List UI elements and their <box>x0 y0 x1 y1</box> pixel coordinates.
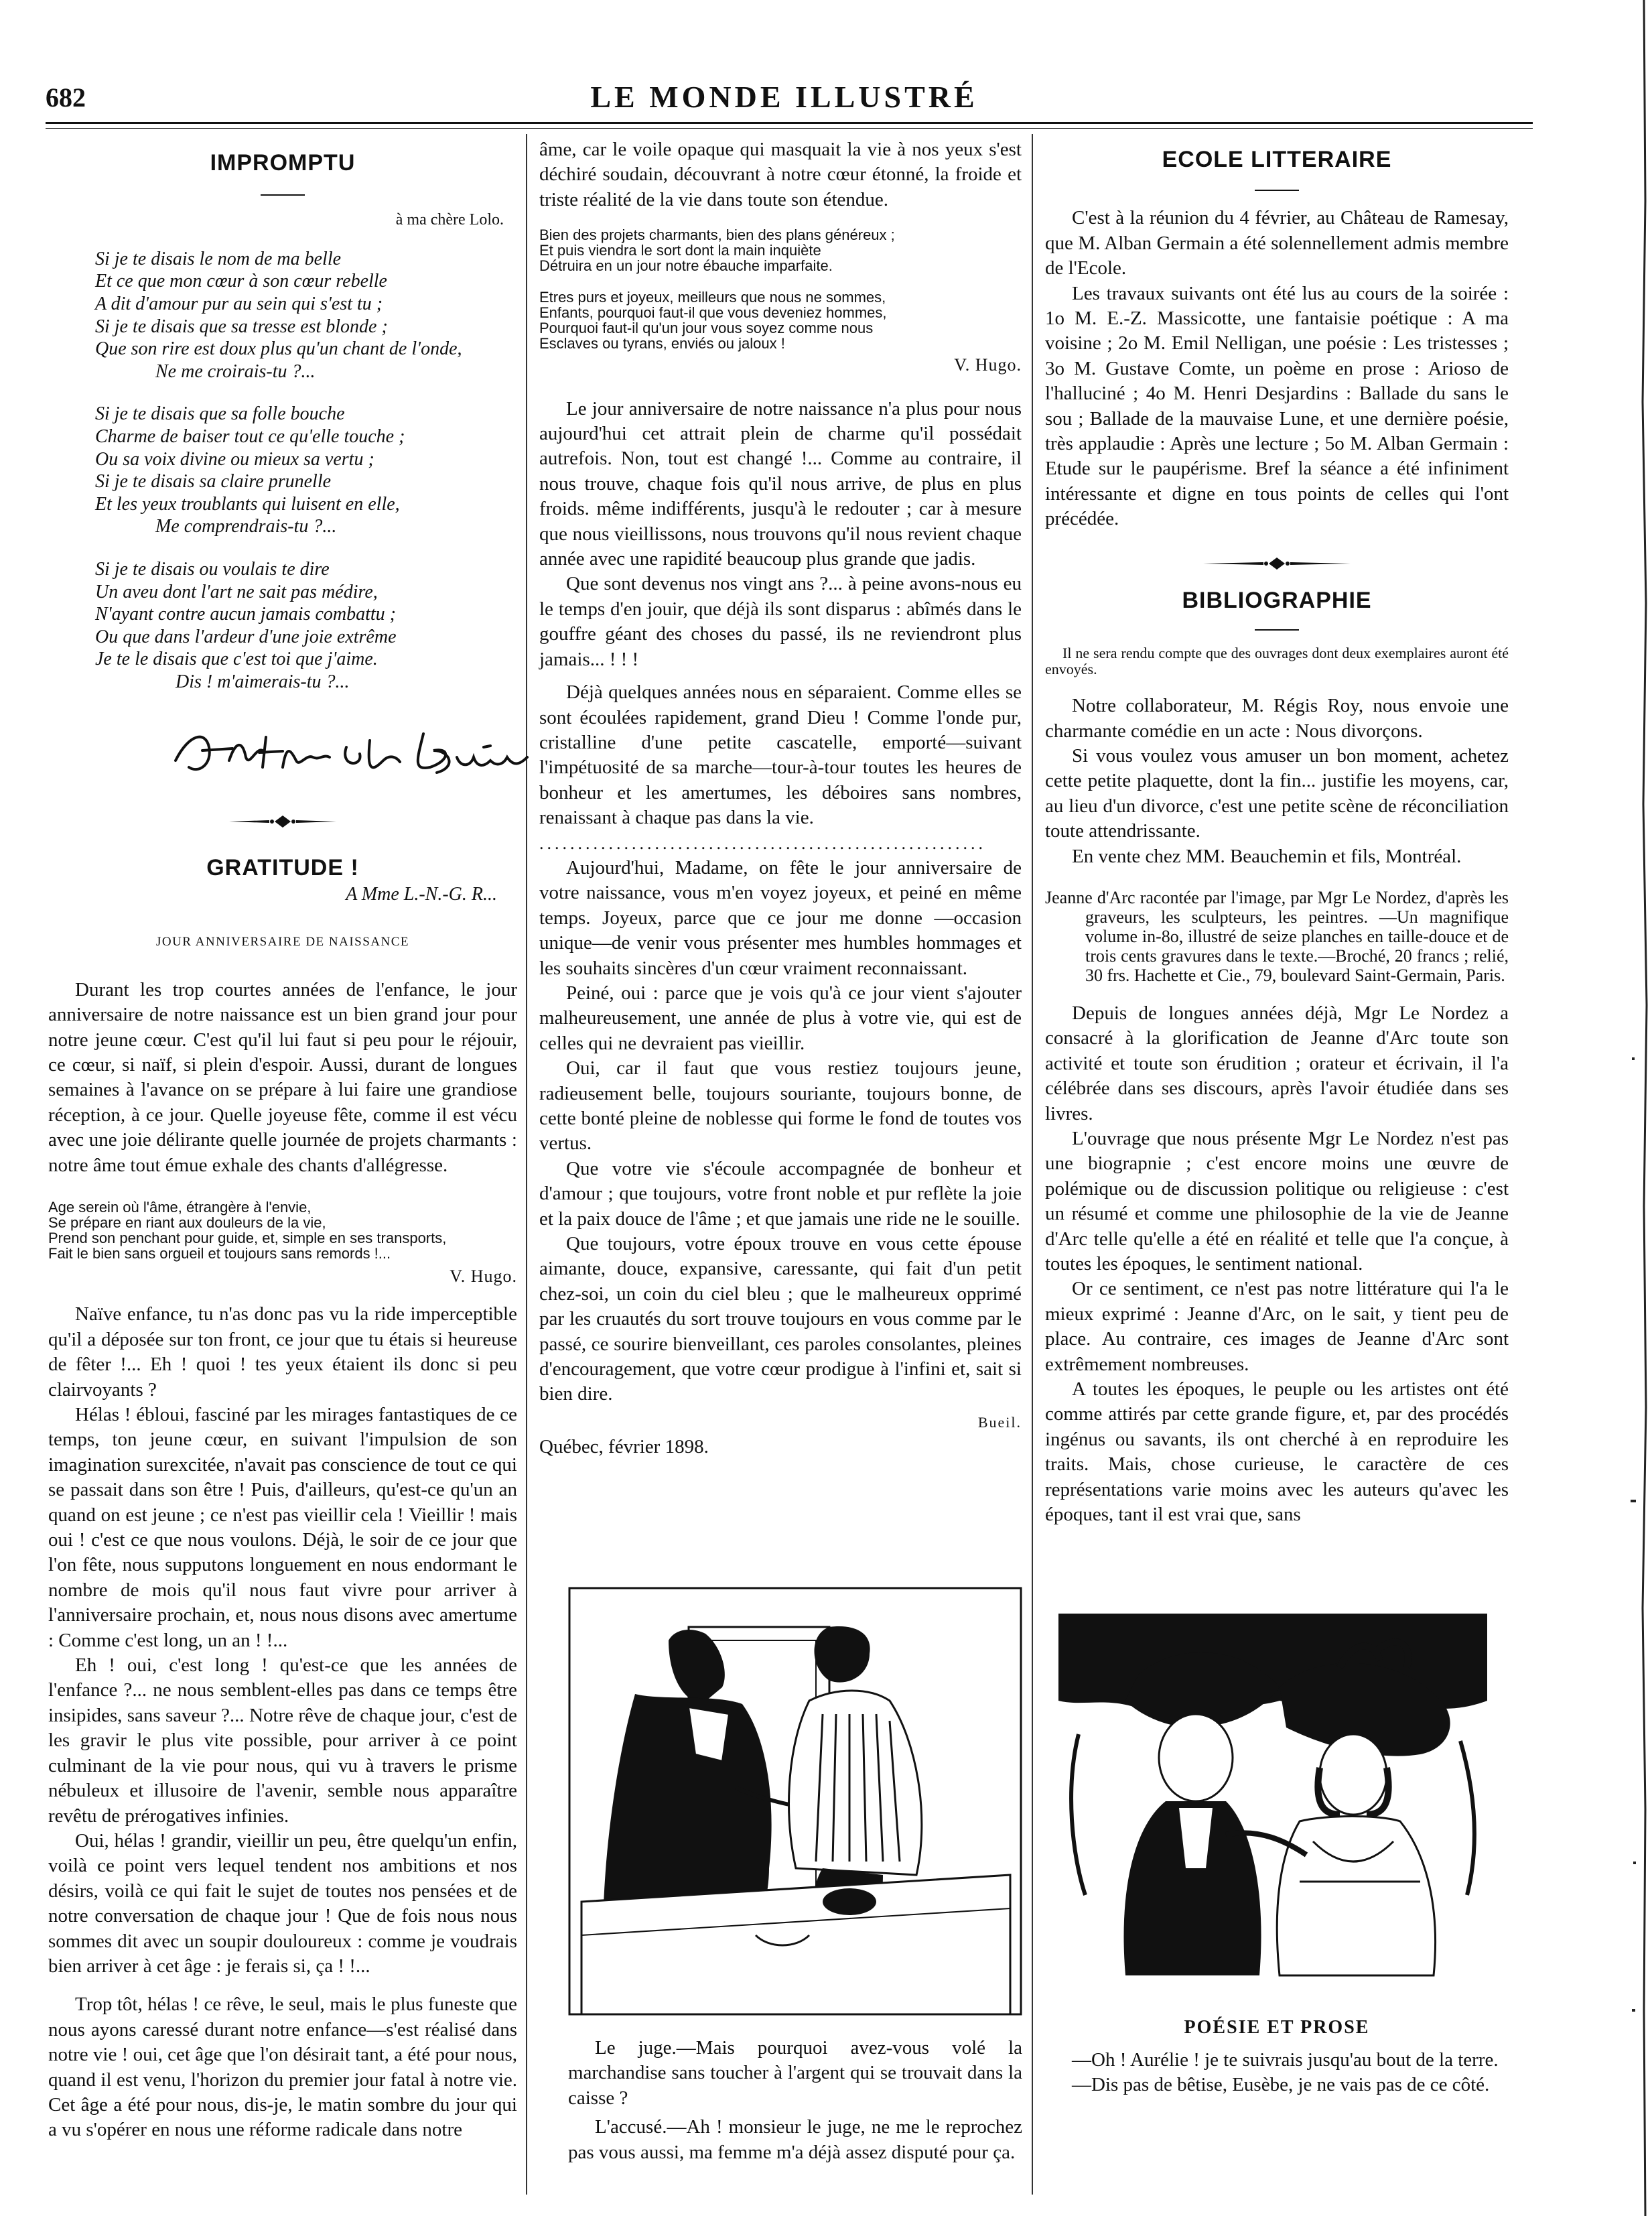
verse-line: Charme de baiser tout ce qu'elle touche ; <box>95 426 405 447</box>
quote-line: Bien des projets charmants, bien des plans généreux ; <box>539 226 895 244</box>
handwritten-signature <box>169 720 544 781</box>
page-edge-bleed <box>1619 0 1652 2216</box>
ornament-divider <box>229 814 336 829</box>
verse-line: Ou que dans l'ardeur d'une joie extrême <box>95 626 397 647</box>
header-rule-thin <box>46 128 1533 129</box>
paragraph: Aujourd'hui, Madame, on fête le jour anniversaire de votre naissance, vous m'en voyez joyeux, et peiné en même temps. Joyeux, parce que ce jour me donne —occasion unique—de venir vous présenter mes humbles hommages et les souhaits sincères d'un cœur vraiment reconnaissant. <box>539 856 1022 979</box>
quote-line: Age serein où l'âme, étrangère à l'envie, <box>48 1198 312 1216</box>
place-date: Québec, février 1898. <box>539 1436 709 1458</box>
verse-line: N'ayant contre aucun jamais combattu ; <box>95 604 396 625</box>
paragraph: Oui, hélas ! grandir, vieillir un peu, être quelqu'un enfin, voilà ce point vers lequel tendent nos ambitions et nos désirs, voilà ce qui fait le sujet de toutes nos pensées et de notre conversation de chaque jour ! Que de fois nous nous sommes dit avec un soupir douloureux : comme je voudrais bien arriver à cet âge : je ferais si, ça ! !... <box>48 1829 517 1977</box>
verse-line: Et les yeux troublants qui luisent en elle, <box>95 493 400 515</box>
hugo-quote-1 <box>48 1199 517 1261</box>
paragraph: Naïve enfance, tu n'as donc pas vu la ride imperceptible qu'il a déposée sur ton front, ce jour que tu étais si heureuse de fêter !... Eh ! quoi ! tes yeux étaient ils donc si peu clairvoyants ? <box>48 1303 517 1400</box>
poesie-body <box>1045 2048 1509 2098</box>
paragraph: A toutes les époques, le peuple ou les artistes ont été comme attirés par cette grande figure, et, par des procédés ingénus ou savants, ils ont cherché à en reproduire les traits. Mais, chose curieuse, le caractère de ces représentations varie moins avec les auteurs qu'avec les époques, tant il est vrai que, sans <box>1045 1378 1509 1526</box>
gratitude-title: GRATITUDE ! <box>206 854 359 881</box>
caption-line: Le juge.—Mais pourquoi avez-vous volé la marchandise sans toucher à l'argent qui se trouvait dans la caisse ? <box>568 2037 1022 2109</box>
quote-line: Détruira en un jour notre ébauche imparfaite. <box>539 257 833 275</box>
impromptu-title: IMPROMPTU <box>210 150 356 176</box>
column-divider <box>526 134 527 2195</box>
quote-line: Se prépare en riant aux douleurs de la vie, <box>48 1214 326 1231</box>
verse-line: Ou sa voix divine ou mieux sa vertu ; <box>95 448 374 470</box>
paragraph: Oui, car il faut que vous restiez toujours jeune, radieusement belle, toujours souriante, toujours bonne, de cette bonté pleine de noblesse qui forme le fond de toutes vos vertus. <box>539 1057 1022 1155</box>
impromptu-stanza-1 <box>48 248 517 383</box>
quote-line: Pourquoi faut-il qu'un jour vous soyez comme nous <box>539 320 874 337</box>
gratitude-subtitle: JOUR ANNIVERSAIRE DE NAISSANCE <box>155 935 410 950</box>
biblio-title: BIBLIOGRAPHIE <box>1182 587 1372 613</box>
article-author: Bueil. <box>977 1413 1022 1431</box>
quote-line: Prend son penchant pour guide, et, simple en ses transports, <box>48 1229 447 1246</box>
verse-line: Si je te disais sa claire prunelle <box>95 471 332 493</box>
quote-line: Et puis viendra le sort dont la main inquiète <box>539 242 821 259</box>
impromptu-stanza-3 <box>48 558 517 694</box>
paragraph: Le jour anniversaire de notre naissance n'a plus pour nous aujourd'hui cet attrait plein de charme qu'il possédait autrefois. Non, tout est changé !... Comme au contraire, il nous trouve, chaque fois qu'il nous arrive, de plus en plus froids. même indifférents, jusqu'à le redouter ; car à mesure que nous vieillissons, nous trouvons qu'il nous revient chaque année avec une rapidité beaucoup plus grande que jadis. <box>539 397 1022 570</box>
paragraph: Hélas ! ébloui, fasciné par les mirages fantastiques de ce temps, ton jeune cœur, en suivant l'impulsion de son imagination surexcitée, n'avait pas conscience de tout ce qui se passait dans son être ! Puis, d'ailleurs, qu'est-ce qu'un an quand on est jeune ; ce n'est pas vieillir cela ! Vieillir ! mais oui ! c'est ce que nous voulons. Déjà, le soir de ce jour que l'on fête, nous supputons longuement en nous endormant le nombre de mois qu'il nous faut vivre pour arriver à l'anniversaire prochain, et, nous nous disons avec amertume : Comme c'est long, un an ! !... <box>48 1404 517 1651</box>
paragraph: âme, car le voile opaque qui masquait la vie à nos yeux s'est déchiré soudain, découvrant à notre cœur étonné, la froide et triste réalité de la vie dans toute son étendue. <box>539 139 1022 210</box>
quote-author: V. Hugo. <box>450 1266 517 1286</box>
paragraph: Durant les trop courtes années de l'enfance, le jour anniversaire de notre naissance est un bien grand jour pour notre jeune cœur. C'est qu'il lui faut si peu pour le réjouir, ce cœur, si naïf, si plein d'espoir. Aussi, durant de longues semaines à l'avance on se prépare à lui faire une grandiose réception, à ce jour. Quelle joyeuse fête, comme il est vécu avec une joie délirante quelle journée de projets charmants : notre âme tout émue exhale des chants d'allégresse. <box>48 978 517 1176</box>
biblio-note: Il ne sera rendu compte que des ouvrages dont deux exemplaires auront été envoyés. <box>1045 645 1509 678</box>
poesie-title: POÉSIE ET PROSE <box>1184 2017 1370 2038</box>
quote-line: Enfants, pourquoi faut-il que vous deveniez hommes, <box>539 304 887 322</box>
header-rule <box>46 122 1533 124</box>
cartoon-illustration <box>568 1587 1022 2016</box>
verse-line: Je te le disais que c'est toi que j'aime. <box>95 649 378 670</box>
caption-line: L'accusé.—Ah ! monsieur le juge, ne me le reprochez pas vous aussi, ma femme m'a déjà assez disputé pour ça. <box>568 2116 1022 2163</box>
dialogue-line: —Dis pas de bêtise, Eusèbe, je ne vais pas de ce côté. <box>1072 2074 1490 2096</box>
verse-line: Que son rire est doux plus qu'un chant de l'onde, <box>95 338 462 360</box>
paragraph: L'ouvrage que nous présente Mgr Le Nordez n'est pas une biograpnie ; c'est encore moins une œuvre de polémique ou de discussion politique ou religieuse : c'est un résumé et comme une philosophie de la vie de Jeanne d'Arc telle qu'elle a été en réalité et telle que l'a conçue, à toutes les époques, le sentiment national. <box>1045 1127 1509 1275</box>
dotted-separator: .......................................................... <box>539 833 986 853</box>
page-number: 682 <box>46 82 86 113</box>
quote-line: Etres purs et joyeux, meilleurs que nous ne sommes, <box>539 289 886 306</box>
paragraph: En vente chez MM. Beauchemin et fils, Montréal. <box>1072 845 1462 867</box>
column-3 <box>1045 147 1509 1527</box>
paragraph: Si vous voulez vous amuser un bon moment, achetez cette petite plaquette, dont la fin... justifie les moyens, car, au lieu d'un divorce, c'est une petite scène de réconciliation toute attendrissante. <box>1045 744 1509 842</box>
verse-line: Si je te disais le nom de ma belle <box>95 248 342 269</box>
title-dash <box>1255 190 1299 191</box>
quote-line: Esclaves ou tyrans, enviés ou jaloux ! <box>539 335 785 352</box>
paragraph: Les travaux suivants ont été lus au cours de la soirée : 1o M. E.-Z. Massicotte, une fantaisie poétique : A ma voisine ; 2o M. Emil Nelligan, une poésie : Les tristesses ; 3o M. Gustave Comte, un poème en prose : Arioso de l'halluciné ; 4o M. Henri Desjardins : Ballade du sans le sou ; Ballade de la mauvaise Lune, et une dernière poésie, très applaudie : Après une lecture ; 5o M. Alban Germain : Etude sur le paupérisme. Bref la séance a été infiniment intéressante et digne en tous points de celles qui l'ont précédée. <box>1045 282 1509 530</box>
column-divider <box>1032 134 1033 2195</box>
quote-author: V. Hugo. <box>954 355 1022 375</box>
hugo-quote-2a <box>539 227 1022 273</box>
poesie-section <box>1045 2017 1509 2098</box>
paragraph: Notre collaborateur, M. Régis Roy, nous envoie une charmante comédie en un acte : Nous divorçons. <box>1045 695 1509 742</box>
paragraph: Déjà quelques années nous en séparaient. Comme elles se sont écoulées rapidement, grand Dieu ! Comme l'onde pur, cristalline d'une petite cascatelle, emporté—suivant l'impétuosité de sa marche—tour-à-tour toutes les heures de bonheur et les amertumes, les déboires sans nombres, renaissant à chaque pas dans la vie. <box>539 681 1022 829</box>
masthead: LE MONDE ILLUSTRÉ <box>590 80 978 114</box>
ecole-title: ECOLE LITTERAIRE <box>1162 147 1392 172</box>
gratitude-dedication: A Mme L.-N.-G. R... <box>346 883 497 905</box>
verse-line: Me comprendrais-tu ?... <box>155 516 337 537</box>
quote-line: Fait le bien sans orgueil et toujours sans remords !... <box>48 1244 391 1262</box>
paragraph: Que toujours, votre époux trouve en vous cette épouse aimante, douce, expansive, caressante, qui fait d'un petit chez-soi, un coin du ciel bleu ; que le malheureux opprimé par les cruautés du sort trouve toujours en vous comme par le passé, ce sourire bienveillant, ces paroles consolantes, pleines d'encouragement, que votre cœur prodigue à l'infini et, sait si bien dire. <box>539 1233 1022 1405</box>
verse-line: Dis ! m'aimerais-tu ?... <box>176 671 350 692</box>
paragraph: Or ce sentiment, ce n'est pas notre littérature qui l'a le mieux exprimé : Jeanne d'Arc, on le sait, y tient peu de place. Au contraire, ces images de Jeanne d'Arc sont extrêmement nombreuses. <box>1045 1278 1509 1375</box>
title-dash <box>1255 629 1299 631</box>
verse-line: Un aveu dont l'art ne sait pas médire, <box>95 581 378 602</box>
impromptu-stanza-2 <box>48 403 517 538</box>
book-entry: Jeanne d'Arc racontée par l'image, par Mgr Le Nordez, d'après les graveurs, les sculpteurs, les peintres. —Un magnifique volume in-8o, illustré de seize planches en taille-douce et de trois cents gravures dans le texte.—Broché, 20 francs ; relié, 30 frs. Hachette et Cie., 79, boulevard Saint-Germain, Paris. <box>1045 887 1509 985</box>
column-1 <box>48 151 517 2143</box>
paragraph: Trop tôt, hélas ! ce rêve, le seul, mais le plus funeste que nous ayons caressé durant notre enfance—s'est réalisé dans notre vie ! oui, cet âge que l'on désirait tant, a été pour nous, quand il est venu, l'horizon du premier jour fatal à notre vie. Cet âge a été pour nous, dis-je, le matin sombre du jour qui a vu s'opérer en nous une réforme radicale dans notre <box>48 1994 517 2141</box>
verse-line: A dit d'amour pur au sein qui s'est tu ; <box>95 294 383 314</box>
verse-line: Si je te disais ou voulais te dire <box>95 558 330 580</box>
verse-line: Si je te disais que sa folle bouche <box>95 403 345 425</box>
paragraph: Eh ! oui, c'est long ! qu'est-ce que les années de l'enfance ?... ne nous semblent-elles pas dans ce temps être insipides, sans saveur ?... Notre rêve de chaque jour, c'est de les gravir le plus vite possible, pour arriver à ce point culminant de la vie pour nous, qui vu à travers le prisme nébuleux et illusoire de l'avenir, semble nous apparaître revêtu de prérogatives infinies. <box>48 1654 517 1827</box>
page-header <box>46 79 1523 119</box>
paragraph: Depuis de longues années déjà, Mgr Le Nordez a consacré à la glorification de Jeanne d'Arc toute son activité et toute son érudition ; orateur et écrivain, il l'a célébrée dans ses discours, après l'avoir étudiée dans ses livres. <box>1045 1002 1509 1124</box>
verse-line: Si je te disais que sa tresse est blonde ; <box>95 316 388 337</box>
impromptu-dedication: à ma chère Lolo. <box>395 211 504 229</box>
ornament-divider <box>1203 556 1351 571</box>
fashion-illustration <box>1058 1614 1487 1989</box>
dialogue-line: —Oh ! Aurélie ! je te suivrais jusqu'au bout de la terre. <box>1072 2049 1499 2071</box>
paragraph: Que votre vie s'écoule accompagnée de bonheur et d'amour ; que toujours, votre front noble et pur reflète la joie et la paix douce de l'âme ; et que jamais une ride ne le souille. <box>539 1157 1022 1230</box>
verse-line: Et ce que mon cœur à son cœur rebelle <box>95 271 387 292</box>
paragraph: Peiné, oui : parce que je vois qu'à ce jour vient s'ajouter malheureusement, une année de plus à votre vie, qui est de celles qui ne devraient pas vieillir. <box>539 982 1022 1054</box>
column-2 <box>539 137 1022 1460</box>
paragraph: Que sont devenus nos vingt ans ?... à peine avons-nous eu le temps d'en jouir, que déjà ils sont disparus : abîmés dans le gouffre géant des choses du passé, ils ne reviendront plus jamais... ! ! ! <box>539 573 1022 670</box>
title-dash <box>261 194 305 196</box>
cartoon-caption <box>568 2036 1022 2165</box>
hugo-quote-2b <box>539 289 1022 351</box>
paragraph: C'est à la réunion du 4 février, au Château de Ramesay, que M. Alban Germain a été solennellement admis membre de l'Ecole. <box>1045 207 1509 279</box>
verse-line: Ne me croirais-tu ?... <box>155 361 316 382</box>
